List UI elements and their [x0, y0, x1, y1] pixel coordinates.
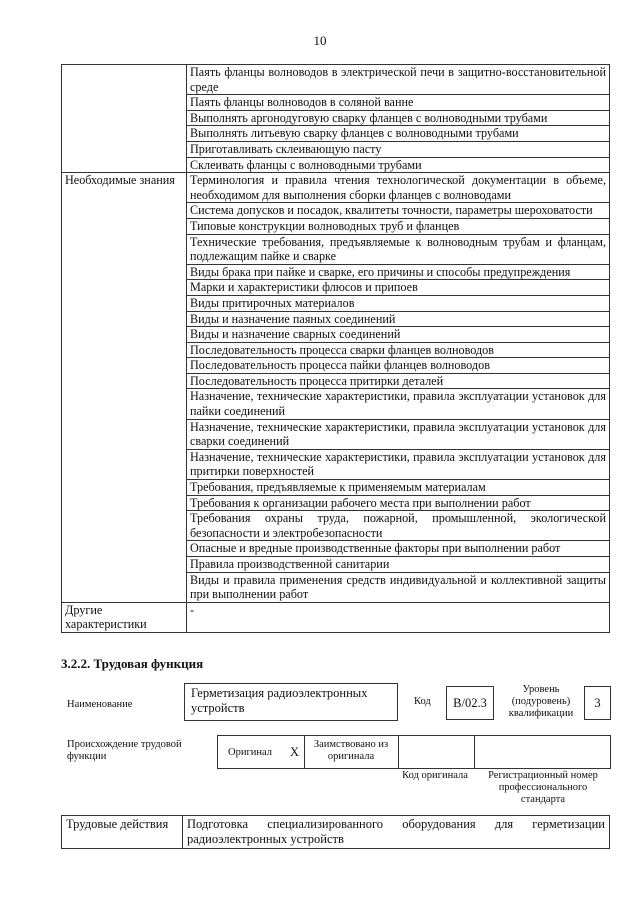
code-original-label: Код оригинала: [402, 770, 468, 781]
row-text: Выполнять литьевую сварку фланцев с волноводными трубами: [187, 126, 610, 142]
row-text: Назначение, технические характеристики, правила эксплуатации установок для притирки поверхностей: [187, 449, 610, 479]
row-text: Типовые конструкции волноводных труб и фланцев: [187, 218, 610, 234]
original-label: Оригинал: [228, 747, 272, 758]
row-text: Последовательность процесса пайки фланцев волноводов: [187, 358, 610, 374]
level-value: 3: [584, 686, 611, 720]
name-box: [184, 683, 398, 721]
row-text: Система допусков и посадок, квалитеты точности, параметры шероховатости: [187, 203, 610, 219]
row-text: Приготавливать склеивающую пасту: [187, 141, 610, 157]
divider: [398, 736, 399, 768]
row-text: Технические требования, предъявляемые к волноводным трубам и фланцам, подлежащим пайке и сварке: [187, 234, 610, 264]
row-text: Требования, предъявляемые к применяемым материалам: [187, 480, 610, 496]
row-text: Виды и назначение сварных соединений: [187, 327, 610, 343]
code-value: B/02.3: [446, 686, 494, 720]
knowledge-table: [61, 64, 610, 633]
reg-number-label: Регистрационный номер профессионального стандарта: [488, 770, 598, 805]
row-text: Виды и правила применения средств индивидуальной и коллективной защиты при выполнении работ: [187, 572, 610, 602]
labor-actions-text: Подготовка специализированного оборудования для герметизации радиоэлектронных устройств: [183, 816, 610, 849]
row-text: Терминология и правила чтения технологической документации в объеме, необходимом для выполнения сборки фланцев с волноводами: [187, 173, 610, 203]
table-row: [62, 602, 610, 632]
row-text: -: [187, 602, 610, 632]
row-text: Виды притирочных материалов: [187, 295, 610, 311]
table-row: [62, 173, 610, 203]
borrowed-label: Заимствовано из оригинала: [313, 739, 389, 762]
row-text: Правила производственной санитарии: [187, 557, 610, 573]
divider: [474, 736, 475, 768]
row-text: Требования охраны труда, пожарной, промышленной, экологической безопасности и электробезопасности: [187, 511, 610, 541]
row-text: Опасные и вредные производственные факторы при выполнении работ: [187, 541, 610, 557]
row-text: Марки и характеристики флюсов и припоев: [187, 280, 610, 296]
name-value: Герметизация радиоэлектронных устройств: [191, 686, 368, 715]
labor-actions-label: Трудовые действия: [62, 816, 183, 849]
row-text: Виды брака при пайке и сварке, его причины и способы предупреждения: [187, 264, 610, 280]
section-heading: 3.2.2. Трудовая функция: [61, 656, 204, 671]
row-text: Назначение, технические характеристики, правила эксплуатации установок для пайки соединений: [187, 389, 610, 419]
row-text: Последовательность процесса сварки фланцев волноводов: [187, 342, 610, 358]
row-label: Другие характеристики: [62, 602, 187, 632]
divider: [304, 736, 305, 768]
table-row: [62, 65, 610, 95]
code-label: Код: [414, 696, 431, 707]
row-text: Назначение, технические характеристики, правила эксплуатации установок для сварки соединений: [187, 419, 610, 449]
labor-actions-table: [61, 815, 610, 849]
row-text: Последовательность процесса притирки деталей: [187, 373, 610, 389]
row-text: Паять фланцы волноводов в соляной ванне: [187, 95, 610, 111]
row-text: Виды и назначение паяных соединений: [187, 311, 610, 327]
row-text: Требования к организации рабочего места при выполнении работ: [187, 495, 610, 511]
row-label: Необходимые знания: [62, 173, 187, 603]
name-label: Наименование: [67, 699, 133, 710]
origin-box: [217, 735, 611, 769]
table-row: [62, 816, 610, 849]
origin-label: Происхождение трудовой функции: [67, 739, 182, 762]
page-number: 10: [313, 33, 327, 48]
row-text: Выполнять аргонодуговую сварку фланцев с волноводными трубами: [187, 110, 610, 126]
row-text: Паять фланцы волноводов в электрической печи в защитно-восстановительной среде: [187, 65, 610, 95]
original-mark: X: [290, 745, 300, 759]
level-label: Уровень (подуровень) квалификации: [508, 684, 574, 719]
row-label: [62, 65, 187, 173]
row-text: Склеивать фланцы с волноводными трубами: [187, 157, 610, 173]
